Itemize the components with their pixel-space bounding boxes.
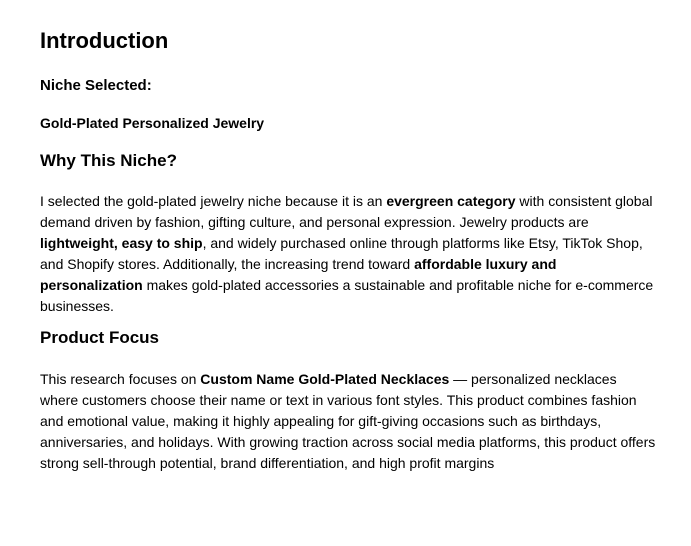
page-title: Introduction — [40, 28, 169, 53]
product-focus-paragraph — [40, 369, 658, 474]
text-run: , and widely purchased online through platforms like Etsy, TikTok Shop, and Shopify stores. Additionally, the increasing trend toward — [40, 235, 643, 272]
text-run: This research focuses on — [40, 371, 201, 387]
bold-text-run: lightweight, easy to ship — [40, 235, 203, 251]
text-run: I selected the gold-plated jewelry niche because it is an — [40, 193, 387, 209]
bold-text-run: evergreen category — [386, 193, 516, 209]
product-focus-heading: Product Focus — [40, 328, 160, 347]
niche-selected-heading: Niche Selected: — [40, 77, 152, 94]
text-run: — personalized necklaces where customers choose their name or text in various font styles. This product combines fashion and emotional value, making it highly appealing for gift-giving occasions such as birthdays, anniversaries, and holidays. With growing traction across social media platforms, this product offers strong sell-through potential, brand differentiation, and high profit margins — [40, 371, 656, 471]
text-run: with consistent global demand driven by fashion, gifting culture, and personal expression. Jewelry products are — [40, 193, 653, 230]
bold-text-run: Custom Name Gold-Plated Necklaces — [200, 371, 450, 387]
text-run: makes gold-plated accessories a sustainable and profitable niche for e-commerce businesses. — [40, 277, 654, 314]
bold-text-run: affordable luxury and personalization — [40, 256, 557, 293]
document-content — [40, 28, 658, 474]
niche-value-text: Gold-Plated Personalized Jewelry — [40, 115, 265, 131]
why-this-niche-paragraph — [40, 191, 658, 317]
why-this-niche-heading: Why This Niche? — [40, 151, 177, 170]
